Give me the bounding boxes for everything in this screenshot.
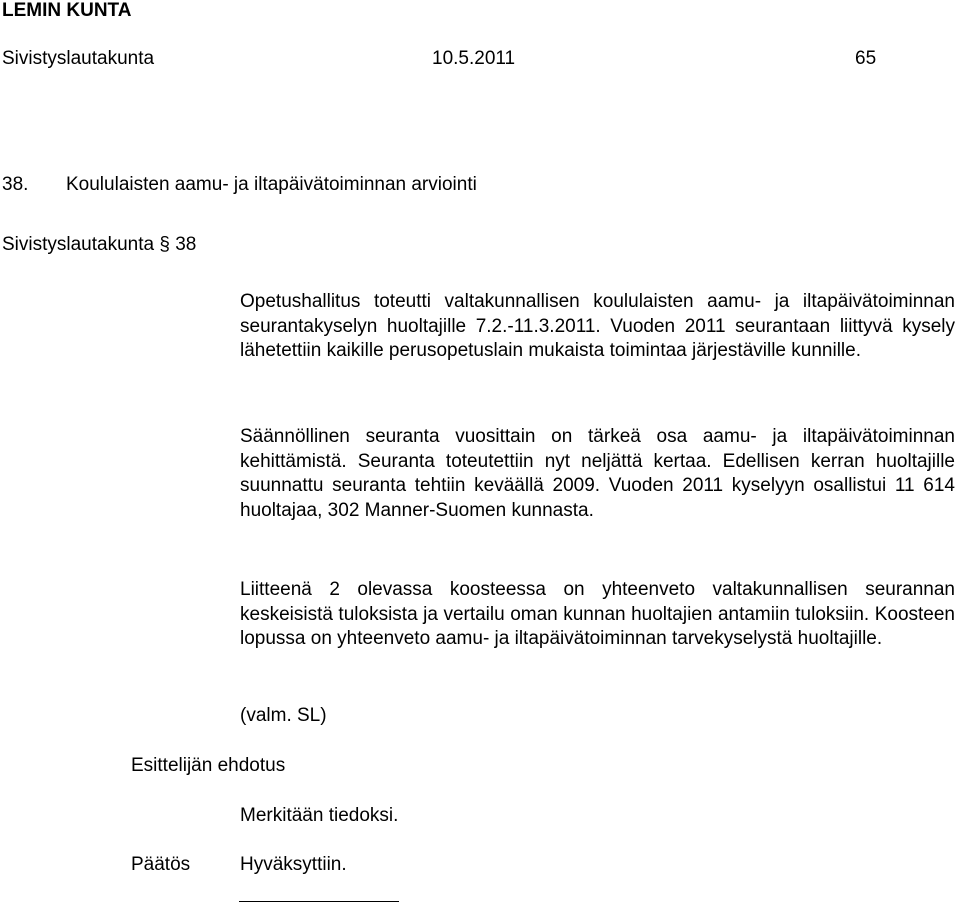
signature-rule	[239, 901, 399, 902]
organization-name: LEMIN KUNTA	[2, 0, 132, 21]
item-title: Koululaisten aamu- ja iltapäivätoiminnan arviointi	[66, 174, 477, 195]
page-number: 65	[855, 48, 877, 69]
decision-text: Hyväksyttiin.	[240, 854, 347, 875]
meeting-date: 10.5.2011	[432, 48, 516, 69]
board-name: Sivistyslautakunta	[2, 48, 155, 69]
section-reference: Sivistyslautakunta § 38	[2, 234, 197, 255]
body-paragraph-3: Liitteenä 2 olevassa koosteessa on yhteenveto valtakunnallisen seurannan keskeisistä tuloksista ja vertailu oman kunnan huoltajien antamiin tuloksiin. Koosteen lopussa on yhteenveto aamu- ja iltapäivätoiminnan tarvekyselystä huoltajille.	[240, 579, 955, 650]
proposal-text: Merkitään tiedoksi.	[240, 805, 399, 826]
item-number: 38.	[2, 174, 29, 195]
decision-label: Päätös	[131, 854, 191, 875]
body-paragraph-2: Säännöllinen seuranta vuosittain on tärkeä osa aamu- ja iltapäivätoiminnan kehittämistä. Seuranta toteutettiin nyt neljättä kertaa. Edellisen kerran huoltajille suunnattu seuranta tehtiin keväällä 2009. Vuoden 2011 kyselyyn osallistui 11 614 huoltajaa, 302 Manner-Suomen kunnasta.	[240, 426, 955, 521]
preparer-note: (valm. SL)	[240, 705, 327, 726]
proposal-label: Esittelijän ehdotus	[131, 755, 286, 776]
body-paragraph-1: Opetushallitus toteutti valtakunnallisen koululaisten aamu- ja iltapäivätoiminnan seurantakyselyn huoltajille 7.2.-11.3.2011. Vuoden 2011 seurantaan liittyvä kysely lähetettiin kaikille perusopetuslain mukaista toimintaa järjestäville kunnille.	[240, 291, 955, 362]
